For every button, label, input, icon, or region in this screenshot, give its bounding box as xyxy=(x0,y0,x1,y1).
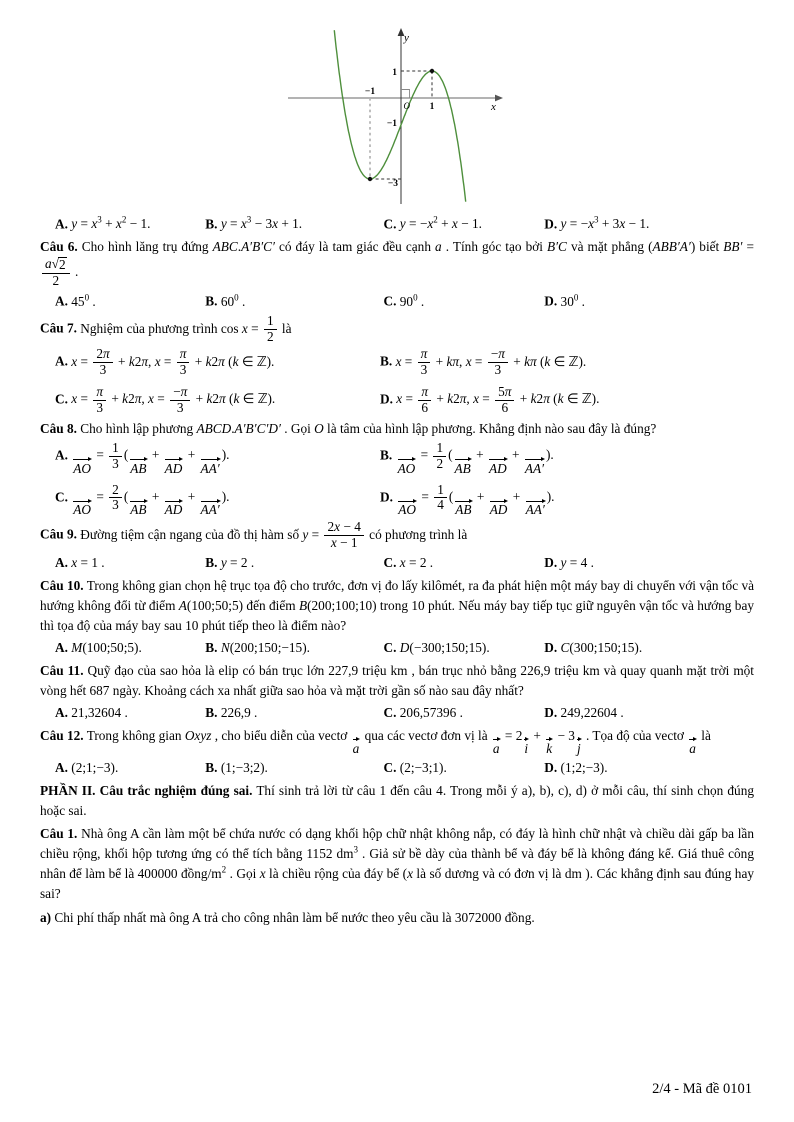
option-value: x = $\frac{\pi}{3}$ + k2π, x = $\frac{-\pi}{3}$ + k2π (k ∈ ℤ). xyxy=(71,384,276,415)
option-value: y = 2 . xyxy=(220,555,255,571)
question-6-options xyxy=(40,291,754,311)
option-value: x = 2 . xyxy=(399,555,434,571)
option-key: D. xyxy=(544,555,558,571)
y-tick-1: 1 xyxy=(392,68,397,78)
option-D xyxy=(380,483,754,518)
option-B xyxy=(205,638,383,658)
option-key: B. xyxy=(380,353,393,369)
option-B xyxy=(205,703,383,723)
function-graph xyxy=(40,26,754,208)
question-12-options xyxy=(40,758,754,778)
question-10-text xyxy=(40,576,754,636)
question-7-options xyxy=(40,347,754,416)
option-A xyxy=(55,758,205,778)
part2-question-1-item-a xyxy=(40,908,754,928)
footer-text: 2/4 - Mã đề 0101 xyxy=(652,1081,752,1097)
option-value: 226,9 . xyxy=(220,704,258,720)
option-value: C(300;150;15). xyxy=(560,639,643,655)
local-min-point xyxy=(368,177,372,181)
option-key: A. xyxy=(55,353,68,369)
question-label: Câu 1. xyxy=(40,825,78,841)
x-tick-1: 1 xyxy=(429,102,435,112)
local-max-point xyxy=(430,69,434,73)
option-key: B. xyxy=(205,555,218,571)
option-key: A. xyxy=(55,639,68,655)
option-value: AO = $\frac{1}{3}$ ( AB + AD + AA′ ). xyxy=(73,439,230,476)
question-9-options xyxy=(40,553,754,573)
option-value: (2;1;−3). xyxy=(71,759,119,775)
option-key: C. xyxy=(383,216,397,232)
question-5-options-options xyxy=(40,214,754,234)
option-key: D. xyxy=(544,704,558,720)
question-body: Cho hình lăng trụ đứng ABC.A′B′C′ có đáy là tam giác đều cạnh a . Tính góc tạo bởi B′C và mặt phẳng (ABB′A′) biết BB′ = a √ 2 2 . xyxy=(40,239,754,279)
option-value: $90^0$ . xyxy=(399,292,425,309)
question-body: Nhà ông A cần làm một bể chứa nước có dạng khối hộp chữ nhật không nắp, có đáy là hình chữ nhật và chiều dài gấp ba lần chiều rộng, khối hộp tương ứng có thể tích bằng 1152 $dm^3$ . Giả sử bề dày của thành bể và đáy bể là không đáng kể. Giá thuê công nhân để làm bể là 400000 đồng/$m^2$ . Gọi x là chiều rộng của đáy bể (x là số dương và có đơn vị là dm ). Các khẳng định sau đúng hay sai? xyxy=(40,825,754,902)
questions-container xyxy=(40,214,754,928)
option-value: x = 1 . xyxy=(71,555,105,571)
option-value: (1;−3;2). xyxy=(220,759,268,775)
option-B xyxy=(380,347,754,378)
option-value: $y = -x^3 + 3x - 1$. xyxy=(560,215,650,232)
option-key: D. xyxy=(544,639,558,655)
question-label: Câu 11. xyxy=(40,662,84,678)
option-C xyxy=(384,638,545,658)
option-key: D. xyxy=(380,488,393,504)
cubic-graph-svg xyxy=(286,26,508,208)
question-11-text xyxy=(40,661,754,701)
question-body: Đường tiệm cận ngang của đồ thị hàm số y = $\frac{2x - 4}{x - 1}$ có phương trình là xyxy=(80,519,468,551)
option-key: C. xyxy=(383,759,397,775)
option-value: D(−300;150;15). xyxy=(399,639,490,655)
option-A xyxy=(55,638,205,658)
question-8-options xyxy=(40,441,754,518)
question-12 xyxy=(40,726,754,778)
option-key: D. xyxy=(544,293,558,309)
option-D xyxy=(544,703,754,723)
option-key: C. xyxy=(383,704,397,720)
question-11 xyxy=(40,661,754,723)
option-value: $y = x^3 + x^2 - 1$. xyxy=(71,215,151,232)
option-key: A. xyxy=(55,759,68,775)
option-value: y = 4 . xyxy=(560,555,594,571)
option-C xyxy=(384,758,545,778)
option-value: AO = $\frac{1}{4}$ ( AB + AD + AA′ ). xyxy=(398,481,555,518)
option-value: N(200;150;−15). xyxy=(220,639,310,655)
option-A xyxy=(55,214,205,234)
option-value: 21,32604 . xyxy=(71,704,128,720)
option-value: x = $\frac{\pi}{6}$ + k2π, x = $\frac{5\pi}{6}$ + k2π (k ∈ ℤ). xyxy=(396,384,600,415)
option-value: $45^0$ . xyxy=(71,292,96,309)
part2-question-1 xyxy=(40,824,754,929)
question-7-text xyxy=(40,314,754,345)
part2-question-1-text xyxy=(40,824,754,905)
option-C xyxy=(384,291,545,311)
option-value: 249,22604 . xyxy=(560,704,624,720)
option-D xyxy=(380,385,754,416)
question-body: Quỹ đạo của sao hỏa là elip có bán trục lớn 227,9 triệu km , bán trục nhỏ bằng 226,9 triệu km và quay quanh mặt trời một vòng hết 687 ngày. Khoảng cách xa nhất giữa sao hỏa và mặt trời gần số nào sau đây nhất? xyxy=(40,662,755,698)
option-key: B. xyxy=(205,639,218,655)
option-value: M(100;50;5). xyxy=(71,639,142,655)
y-tick-minus1: −1 xyxy=(386,119,397,129)
option-A xyxy=(55,703,205,723)
question-8 xyxy=(40,419,754,518)
origin-right-angle-mark xyxy=(401,90,410,99)
option-value: x = $\frac{\pi}{3}$ + kπ, x = $\frac{-\pi}{3}$ + kπ (k ∈ ℤ). xyxy=(395,346,587,378)
question-6-text xyxy=(40,237,754,289)
option-key: D. xyxy=(380,391,393,407)
option-key: B. xyxy=(205,759,218,775)
subitem-key: a) xyxy=(40,910,52,926)
x-axis-arrow-icon xyxy=(495,95,503,102)
part-2-header xyxy=(40,781,754,821)
option-A xyxy=(55,441,380,476)
option-C xyxy=(384,553,545,573)
option-C xyxy=(384,703,545,723)
question-9 xyxy=(40,520,754,573)
option-value: $30^0$ . xyxy=(560,292,586,309)
question-label: Câu 9. xyxy=(40,526,77,542)
question-body: Cho hình lập phương ABCD.A′B′C′D′ . Gọi O là tâm của hình lập phương. Khẳng định nào sau đây là đúng? xyxy=(80,420,657,436)
option-key: B. xyxy=(380,447,393,463)
x-axis-label: x xyxy=(491,101,496,113)
option-key: B. xyxy=(205,216,218,232)
part-2-header-text xyxy=(40,781,754,821)
option-A xyxy=(55,553,205,573)
question-10 xyxy=(40,576,754,658)
option-key: A. xyxy=(55,555,68,571)
y-tick-minus3: −3 xyxy=(387,179,398,189)
option-B xyxy=(205,553,383,573)
question-label: Câu 12. xyxy=(40,727,84,743)
question-8-text xyxy=(40,419,754,439)
option-D xyxy=(544,758,754,778)
option-B xyxy=(205,291,383,311)
option-D xyxy=(544,291,754,311)
question-label: PHẦN II. Câu trắc nghiệm đúng sai. xyxy=(40,782,253,798)
option-key: B. xyxy=(205,293,218,309)
option-key: A. xyxy=(55,216,68,232)
option-key: A. xyxy=(55,447,68,463)
question-label: Câu 8. xyxy=(40,420,77,436)
option-D xyxy=(544,214,754,234)
option-key: B. xyxy=(205,704,218,720)
page-footer xyxy=(652,1081,752,1098)
option-B xyxy=(380,441,754,476)
question-label: Câu 6. xyxy=(40,239,78,255)
question-label: Câu 7. xyxy=(40,320,77,336)
option-key: D. xyxy=(544,216,558,232)
question-body: Trong không gian chọn hệ trục tọa độ cho trước, đơn vị đo lấy kilômét, ra đa phát hiện một máy bay di chuyển với vận tốc và hướng không đổi từ điểm A(100;50;5) đến điểm B(200;100;10) trong 10 phút. Nếu máy bay tiếp tục giữ nguyên vận tốc và hướng bay thì tọa độ của máy bay sau 10 phút tiếp theo là điểm nào? xyxy=(40,578,755,633)
question-body: Nghiệm của phương trình cos x = $\frac{1}{2}$ là xyxy=(80,313,292,345)
question-9-text xyxy=(40,520,754,551)
subitem-text: Chi phí thấp nhất mà ông A trả cho công nhân làm bể nước theo yêu cầu là 3072000 đồng. xyxy=(54,910,535,926)
question-10-options xyxy=(40,638,754,658)
option-key: D. xyxy=(544,759,558,775)
option-value: $y = x^3 - 3x + 1$. xyxy=(220,215,303,232)
option-value: AO = $\frac{1}{2}$ ( AB + AD + AA′ ). xyxy=(397,439,554,476)
question-body: Trong không gian Oxyz , cho biểu diễn của vectơ a qua các vectơ đơn vị là a = 2 i + k − 3 j . Tọa độ của vectơ a là xyxy=(86,727,711,756)
cubic-curve xyxy=(334,30,465,202)
y-axis-label: y xyxy=(404,32,409,44)
origin-label: O xyxy=(403,101,410,111)
question-7 xyxy=(40,314,754,415)
option-key: C. xyxy=(383,293,397,309)
option-value: $y = -x^2 + x - 1$. xyxy=(399,215,482,232)
option-value: x = $\frac{2\pi}{3}$ + k2π, x = $\frac{\pi}{3}$ + k2π (k ∈ ℤ). xyxy=(71,346,275,378)
option-A xyxy=(55,347,380,378)
option-key: C. xyxy=(55,391,68,407)
option-key: C. xyxy=(383,555,397,571)
option-value: (2;−3;1). xyxy=(399,759,447,775)
option-key: C. xyxy=(55,488,68,504)
option-C xyxy=(55,385,380,416)
option-C xyxy=(55,483,380,518)
option-B xyxy=(205,758,383,778)
option-C xyxy=(384,214,545,234)
option-key: A. xyxy=(55,704,68,720)
option-A xyxy=(55,291,205,311)
option-D xyxy=(544,553,754,573)
question-11-options xyxy=(40,703,754,723)
option-value: $60^0$ . xyxy=(220,292,246,309)
x-tick-minus1: −1 xyxy=(364,87,376,97)
question-12-text xyxy=(40,726,754,756)
question-6 xyxy=(40,237,754,311)
option-D xyxy=(544,638,754,658)
option-key: A. xyxy=(55,293,68,309)
question-5-options xyxy=(40,214,754,234)
question-body: Thí sinh trả lời từ câu 1 đến câu 4. Trong mỗi ý a), b), c), d) ở mỗi câu, thí sinh chọn đúng hoặc sai. xyxy=(40,782,754,818)
question-label: Câu 10. xyxy=(40,578,84,593)
option-value: AO = $\frac{2}{3}$ ( AB + AD + AA′ ). xyxy=(73,481,230,518)
option-value: 206,57396 . xyxy=(399,704,463,720)
option-value: (1;2;−3). xyxy=(560,759,608,775)
option-B xyxy=(205,214,383,234)
option-key: C. xyxy=(383,639,397,655)
